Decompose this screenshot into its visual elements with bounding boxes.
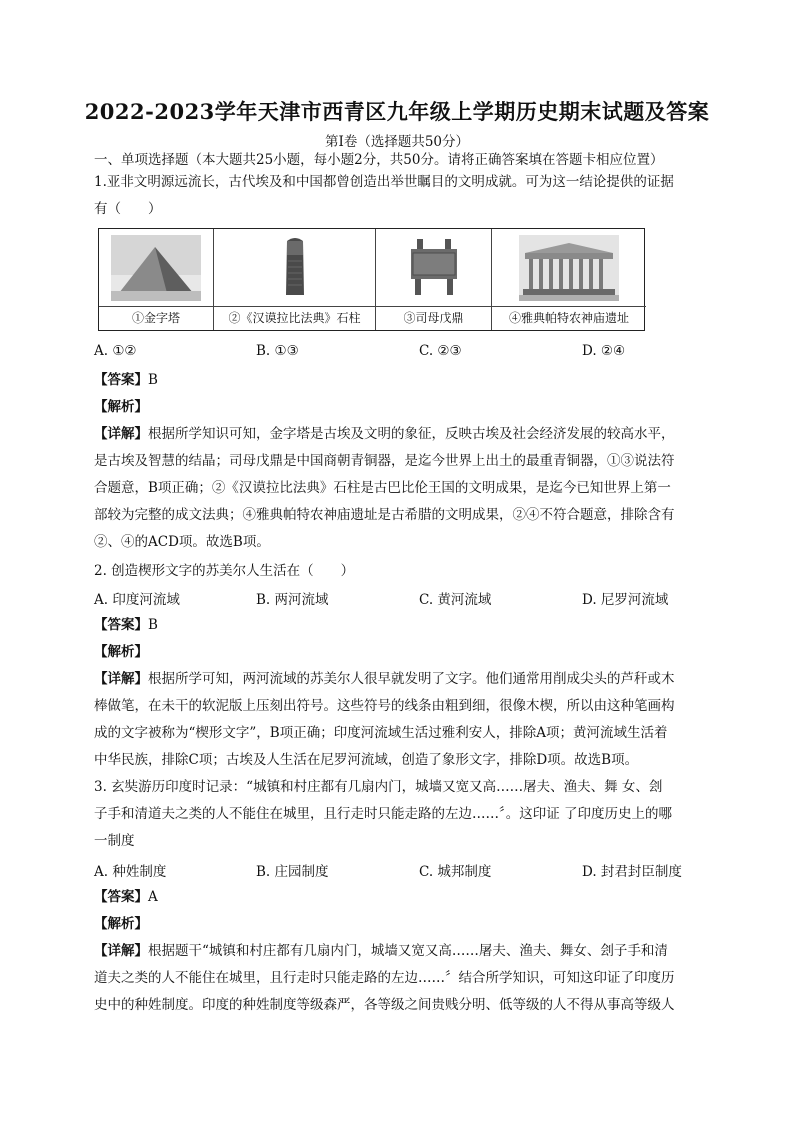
figure-cell-ding [376, 229, 492, 330]
q1-answer-value: B [148, 372, 158, 388]
document-title: 2022-2023学年天津市西青区九年级上学期历史期末试题及答案 [84, 99, 710, 124]
q2-detail-line2: 棒做笔，在未干的软泥版上压刻出符号。这些符号的线条由粗到细，很像木楔，所以由这种笔画构 [94, 698, 675, 714]
q2-detail-line4: 中华民族，排除C项；古埃及人生活在尼罗河流域，创造了象形文字，排除D项。故选B项。 [94, 752, 639, 768]
q1-detail-text: 根据所学知识可知，金字塔是古埃及文明的象征，反映古埃及社会经济发展的较高水平， [148, 426, 675, 442]
q1-stem-line2: 有（ ） [94, 201, 162, 217]
q1-detail-line5: ②、④的ACD项。故选B项。 [94, 534, 270, 550]
q1-option-a[interactable]: A. ①② [94, 343, 137, 359]
q3-detail-text: 根据题干“城镇和村庄都有几扇内门，城墙又宽又高……屠夫、渔夫、舞女、刽子手和清 [148, 943, 668, 959]
q2-detail-line3: 成的文字被称为“楔形文字”，B项正确；印度河流域生活过雅利安人，排除A项；黄河流域生活着 [94, 725, 668, 741]
q2-option-c[interactable]: C. 黄河流域 [419, 592, 492, 608]
q3-answer-value: A [148, 889, 158, 905]
q1-detail-line4: 部较为完整的成文法典；④雅典帕特农神庙遗址是古希腊的文明成果，②④不符合题意，排除含有 [94, 507, 675, 523]
q2-answer [94, 615, 706, 635]
q2-detail-text: 根据所学可知，两河流域的苏美尔人很早就发明了文字。他们通常用削成尖头的芦秆或木 [148, 671, 675, 687]
q1-detail-line3: 合题意，B项正确；②《汉谟拉比法典》石柱是古巴比伦王国的文明成果，是迄今已知世界上第一 [94, 480, 671, 496]
q2-analysis-label: 【解析】 [94, 644, 148, 660]
q1-option-c[interactable]: C. ②③ [419, 343, 462, 359]
q1-option-b[interactable]: B. ①③ [256, 343, 299, 359]
answer-label: 【答案】 [94, 372, 148, 388]
pyramid-photo-icon [111, 235, 201, 301]
figure-caption-4: ④雅典帕特农神庙遗址 [492, 306, 646, 331]
figure-caption-3: ③司母戊鼎 [376, 306, 491, 331]
detail-label: 【详解】 [94, 426, 148, 442]
q2-option-a[interactable]: A. 印度河流域 [94, 592, 180, 608]
q1-options [94, 343, 706, 363]
q3-stem-line2: 子手和清道夫之类的人不能住在城里，且行走时只能走路的左边……〞。这印证 了印度历史上的哪 [94, 806, 673, 822]
figure-cell-parthenon [492, 229, 646, 330]
detail-label: 【详解】 [94, 671, 148, 687]
section-subtitle: 第Ⅰ卷（选择题共50分） [324, 134, 469, 150]
q1-option-d[interactable]: D. ②④ [582, 343, 626, 359]
q1-detail-line1 [94, 424, 706, 444]
q3-option-a[interactable]: A. 种姓制度 [94, 864, 167, 880]
q2-option-b[interactable]: B. 两河流域 [256, 592, 329, 608]
q1-answer [94, 370, 706, 390]
q1-detail-line2: 是古埃及智慧的结晶；司母戊鼎是中国商朝青铜器，是迄今世界上出土的最重青铜器，①③说法符 [94, 453, 675, 469]
stele-photo-icon [265, 235, 325, 301]
q3-option-b[interactable]: B. 庄园制度 [256, 864, 329, 880]
figure-cell-pyramid [99, 229, 214, 330]
q3-option-d[interactable]: D. 封君封臣制度 [582, 864, 682, 880]
detail-label: 【详解】 [94, 943, 148, 959]
answer-label: 【答案】 [94, 889, 148, 905]
q1-analysis-label: 【解析】 [94, 399, 148, 415]
q3-options [94, 860, 706, 880]
q3-detail-line3: 史中的种姓制度。印度的种姓制度等级森严，各等级之间贵贱分明、低等级的人不得从事高等级人 [94, 997, 675, 1013]
q2-options [94, 588, 706, 608]
figure-caption-1: ①金字塔 [99, 306, 213, 331]
parthenon-photo-icon [519, 235, 619, 301]
q2-stem: 2. 创造楔形文字的苏美尔人生活在（ ） [94, 563, 355, 579]
q3-answer [94, 887, 706, 907]
bronze-ding-photo-icon [399, 235, 469, 301]
q3-stem-line1: 3. 玄奘游历印度时记录：“城镇和村庄都有几扇内门，城墙又宽又高……屠夫、渔夫、舞 女、刽 [94, 779, 663, 795]
q2-detail-line1 [94, 669, 706, 689]
q1-figure-table [98, 228, 645, 331]
figure-cell-stele [214, 229, 376, 330]
q3-detail-line2: 道夫之类的人不能住在城里，且行走时只能走路的左边……〞结合所学知识，可知这印证了印度历 [94, 970, 675, 986]
section-heading: 一、单项选择题（本大题共25小题，每小题2分，共50分。请将正确答案填在答题卡相应位置） [94, 152, 664, 168]
figure-caption-2: ②《汉谟拉比法典》石柱 [214, 306, 375, 331]
q1-stem-line1: 1.亚非文明源远流长，古代埃及和中国都曾创造出举世瞩目的文明成就。可为这一结论提供的证据 [94, 174, 674, 190]
answer-label: 【答案】 [94, 617, 148, 633]
q2-answer-value: B [148, 617, 158, 633]
q3-stem-line3: 一制度 [94, 833, 135, 849]
q2-option-d[interactable]: D. 尼罗河流域 [582, 592, 669, 608]
q3-option-c[interactable]: C. 城邦制度 [419, 864, 492, 880]
q3-analysis-label: 【解析】 [94, 916, 148, 932]
q3-detail-line1 [94, 941, 706, 961]
